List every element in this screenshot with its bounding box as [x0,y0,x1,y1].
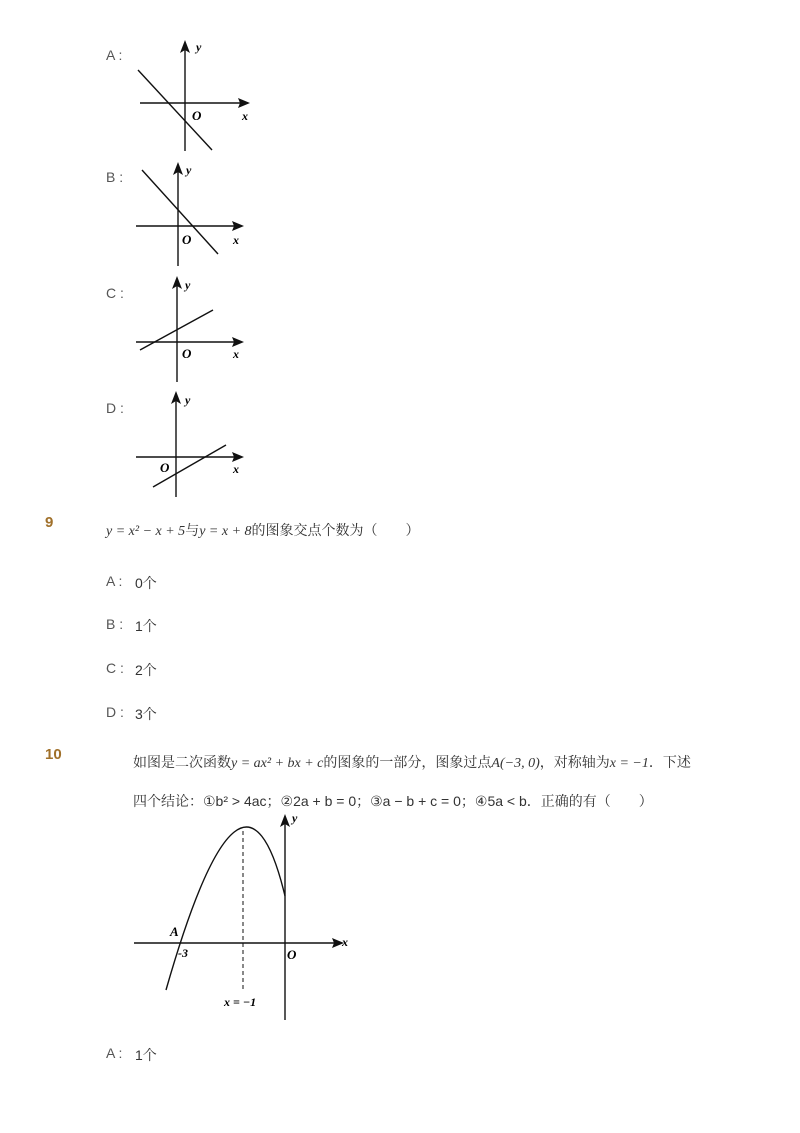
option-text: 1个 [135,1047,157,1063]
svg-text:x: x [233,462,239,476]
svg-text:x: x [233,347,239,361]
svg-text:y: y [185,393,191,407]
svg-text:x: x [242,109,248,123]
stem-text: 的图象的一部分，图象过点 [323,754,492,770]
stem-text: 的图象交点个数为（ ） [251,522,420,538]
question-number: 10 [45,746,62,763]
option-letter: C : [106,285,124,301]
question-stem [106,520,420,540]
option-text: 2个 [135,662,157,678]
question-stem-line1 [133,752,691,772]
svg-text:O: O [182,346,192,361]
svg-text:A: A [170,924,179,939]
stem-text: 与 [185,522,200,538]
parabola-figure [130,808,360,1023]
svg-text:O: O [287,947,297,962]
stem-text: ．下述 [648,754,691,770]
svg-text:O: O [182,232,192,247]
option-letter: A : [106,47,123,63]
stem-text: ，对称轴为 [539,754,610,770]
equation-quadratic: y = ax² + bx + c [231,756,324,771]
svg-text:x: x [342,935,348,949]
graph-d [130,387,260,499]
option-letter: C : [106,660,124,676]
graph-c [130,272,260,384]
svg-text:x = −1: x = −1 [224,995,257,1009]
option-text: 0个 [135,575,157,591]
symmetry-axis: x = −1 [609,756,649,771]
svg-text:y: y [292,811,298,825]
option-text: 3个 [135,706,157,722]
svg-text:x: x [233,233,239,247]
graph-b [130,158,260,270]
option-text: 1个 [135,618,157,634]
svg-text:y: y [186,163,192,177]
option-letter: B : [106,616,124,632]
graph-a [130,36,260,154]
svg-text:O: O [192,108,202,123]
svg-text:-3: -3 [178,946,188,960]
stem-text: 如图是二次函数 [133,754,231,770]
option-letter: D : [106,400,124,416]
equation-line: y = x + 8 [199,524,252,539]
svg-text:y: y [185,278,191,292]
question-stem-line2: 四个结论：①b² > 4ac；②2a + b = 0；③a − b + c = 0；④5a < b．正确的有（ ） [133,793,653,809]
svg-text:y: y [196,40,202,54]
option-letter: D : [106,704,124,720]
option-letter: A : [106,1045,123,1061]
equation-parabola: y = x² − x + 5 [106,524,186,539]
point-a: A(−3, 0) [491,756,540,771]
svg-text:O: O [160,460,170,475]
option-letter: A : [106,573,123,589]
option-letter: B : [106,169,124,185]
question-number: 9 [45,514,54,531]
